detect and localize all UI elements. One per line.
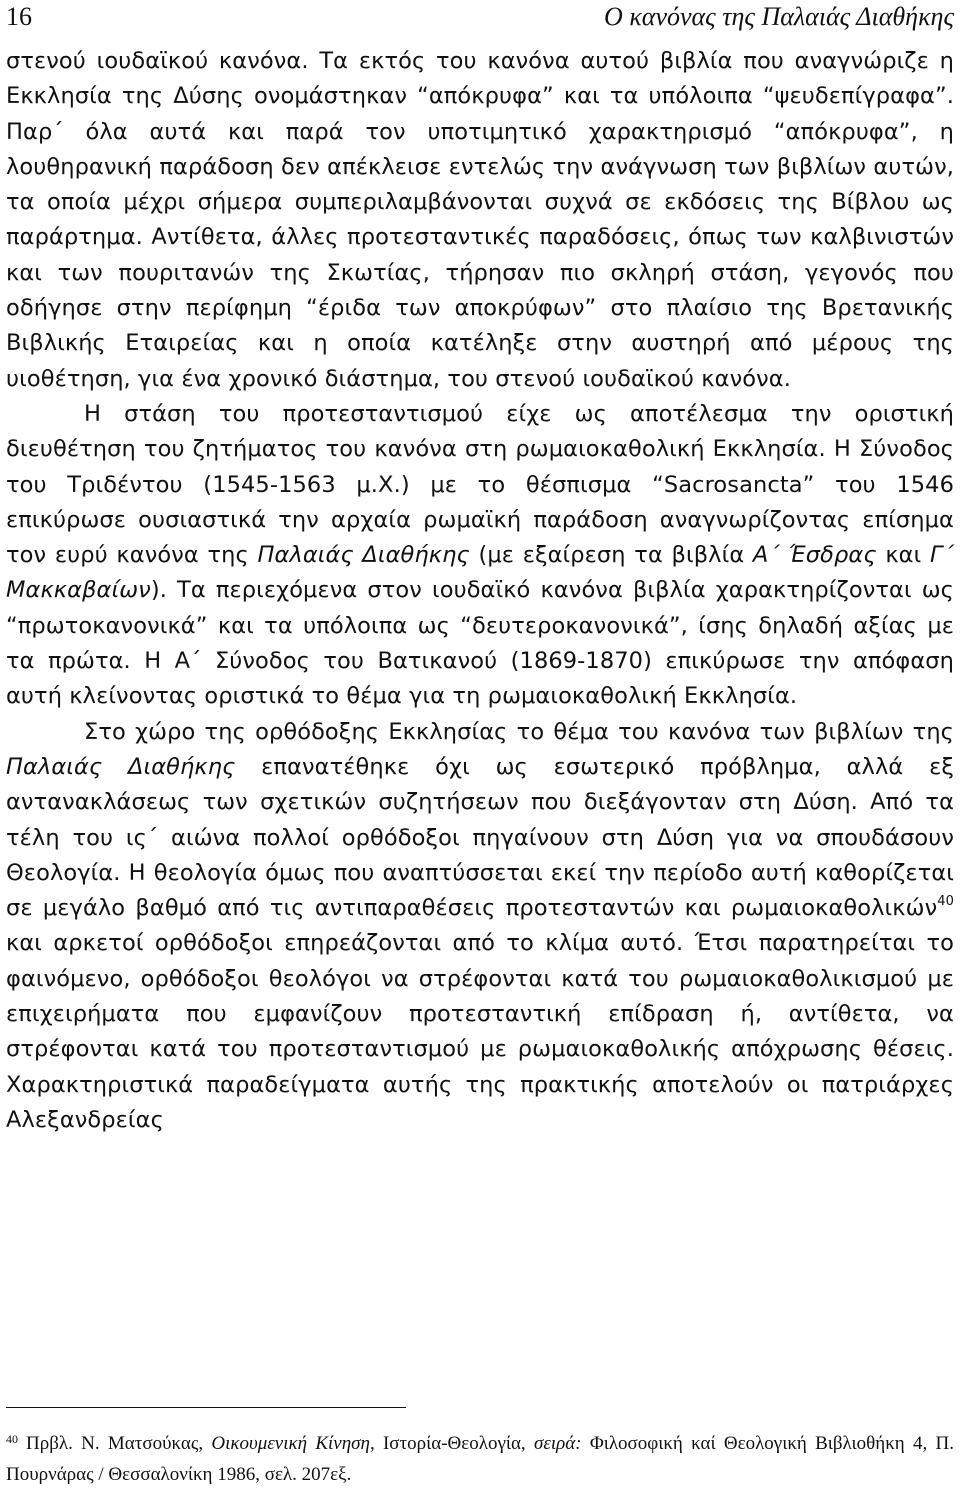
italic-text: σειρά: xyxy=(533,1433,582,1454)
page-number: 16 xyxy=(6,2,32,31)
text-run: επανατέθηκε όχι ως εσωτερικό πρόβλημα, αλλά εξ αντανακλάσεως των σχετικών συζητήσεων που διεξάγονταν στη Δύση. Από τα τέλη του ις΄ αιώνα πολλοί ορθόδοξοι πηγαίνουν στη Δύση για να σπουδάσουν Θεολογία. Η θεολογία όμως που αναπτύσσεται εκεί την περίοδο αυτή καθορίζεται σε μεγάλο βαθμό από τις αντιπαραθέσεις προτεσταντών και ρωμαιοκαθολικών xyxy=(6,753,954,922)
italic-text: Α΄ Έσδρας xyxy=(752,542,877,569)
body-text xyxy=(6,44,954,1138)
paragraph xyxy=(6,715,954,1139)
running-title: Ο κανόνας της Παλαιάς Διαθήκης xyxy=(604,2,954,31)
footnote xyxy=(6,1424,954,1490)
paragraph xyxy=(6,397,954,715)
italic-text: Παλαιάς Διαθήκης xyxy=(257,542,470,569)
text-run: Πρβλ. Ν. Ματσούκας, xyxy=(26,1433,212,1454)
footnote-number: 40 xyxy=(6,1432,18,1446)
text-run: (με εξαίρεση τα βιβλία xyxy=(469,542,753,569)
text-run: Η στάση του προτεσταντισμού είχε ως αποτέλεσμα την οριστική διευθέτηση του ζητήματος του κανόνα στη ρωμαιοκαθολική Εκκλησία. Η Σύνοδος του Τριδέντου (1545-1563 μ.Χ.) με το θέσπισμα “Sacrosancta” του 1546 επικύρωσε ουσιαστικά την αρχαία ρωμαϊκή παράδοση αναγνωρίζοντας επίσημα τον ευρύ κανόνα της xyxy=(6,400,954,569)
text-run: ). Τα περιεχόμενα στον ιουδαϊκό κανόνα βιβλία χαρακτηρίζονται ως “πρωτοκανονικά” και τα υπόλοιπα ως “δευτεροκανονικά”, ίσης δηλαδή αξίας με τα πρώτα. Η Α΄ Σύνοδος του Βατικανού (1869-1870) επικύρωσε την απόφαση αυτή κλείνοντας οριστικά το θέμα για τη ρωμαιοκαθολική Εκκλησία. xyxy=(6,577,954,710)
text-run: στενού ιουδαϊκού κανόνα. Τα εκτός του κανόνα αυτού βιβλία που αναγνώριζε η Εκκλησία της Δύσης ονομάστηκαν “απόκρυφα” και τα υπόλοιπα “ψευδεπίγραφα”. Παρ΄ όλα αυτά και παρά τον υποτιμητικό χαρακτηρισμό “απόκρυφα”, η λουθηρανική παράδοση δεν απέκλεισε εντελώς την ανάγνωση των βιβλίων αυτών, τα οποία μέχρι σήμερα συμπεριλαμβάνονται συχνά σε εκδόσεις της Βίβλου ως παράρτημα. Αντίθετα, άλλες προτεσταντικές παραδόσεις, όπως των καλβινιστών και των πουριτανών της Σκωτίας, τήρησαν πιο σκληρή στάση, γεγονός που οδήγησε στην περίφημη “έριδα των αποκρύφων” στο πλαίσιο της Βρετανικής Βιβλικής Εταιρείας και η οποία κατέληξε στην αυστηρή από μέρους της υιοθέτηση, για ένα χρονικό διάστημα, του στενού ιουδαϊκού κανόνα. xyxy=(6,48,954,392)
text-run: Στο χώρο της ορθόδοξης Εκκλησίας το θέμα του κανόνα των βιβλίων της xyxy=(84,718,954,745)
text-run: και xyxy=(876,542,930,569)
text-run: και αρκετοί ορθόδοξοι επηρεάζονται από το κλίμα αυτό. Έτσι παρατηρείται το φαινόμενο, ορθόδοξοι θεολόγοι να στρέφονται κατά του ρωμαιοκαθολικισμού με επιχειρήματα που εμφανίζουν προτεσταντική επίδραση ή, αντίθετα, να στρέφονται κατά του προτεσταντισμού με ρωμαιοκαθολικής απόχρωσης θέσεις. Χαρακτηριστικά παραδείγματα αυτής της πρακτικής αποτελούν οι πατριάρχες Αλεξανδρείας xyxy=(6,930,954,1133)
footnote-separator xyxy=(6,1407,406,1408)
footnote-text xyxy=(6,1433,954,1485)
italic-text: Οικουμενική Κίνηση xyxy=(211,1433,370,1454)
text-run: Φιλοσοφική καί Θεολογική Βιβλιοθήκη 4, Π. Πουρνάρας / Θεσσαλονίκη 1986, σελ. 207εξ. xyxy=(6,1433,954,1485)
text-run: , Ιστορία-Θεολογία, xyxy=(369,1433,534,1454)
page-header xyxy=(6,0,954,34)
italic-text: Γ΄ Μακκαβαίων xyxy=(6,542,954,604)
footnote-reference: 40 xyxy=(937,894,954,910)
paragraph xyxy=(6,44,954,397)
italic-text: Παλαιάς Διαθήκης xyxy=(6,753,236,780)
